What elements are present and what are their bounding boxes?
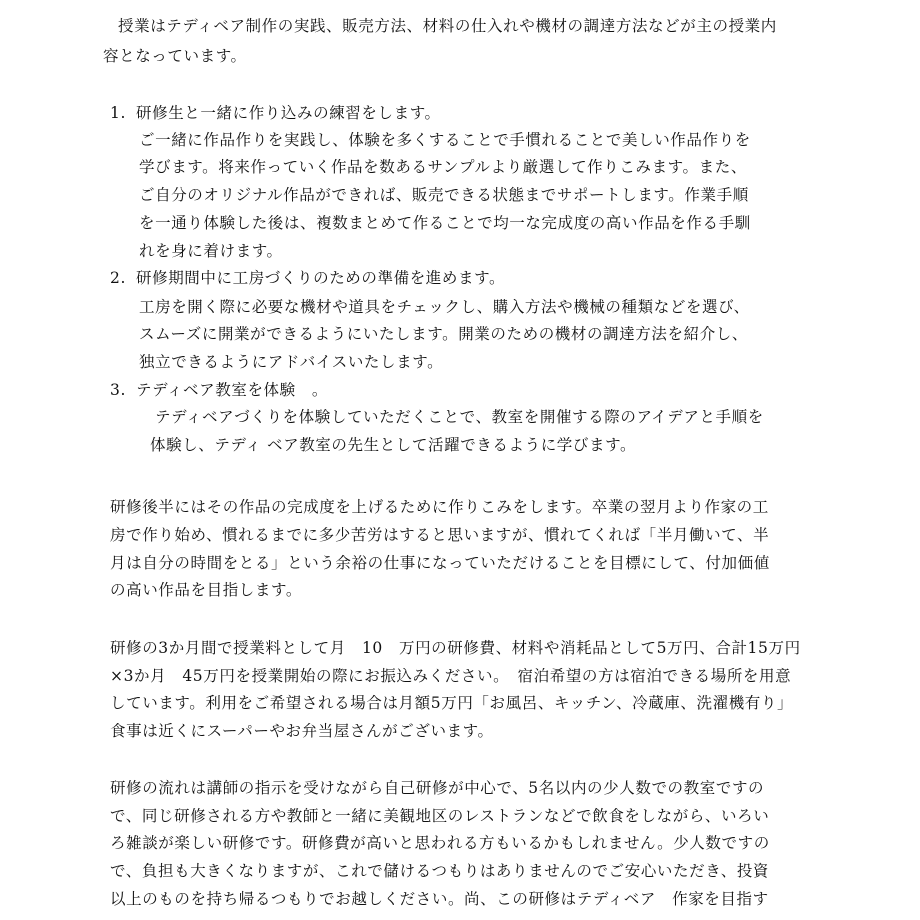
list-item-3-title [110, 380, 328, 400]
paragraph-line: 月は自分の時間をとる」という余裕の仕事になっていただけることを目標にして、付加価値 [110, 554, 770, 572]
list-body-line: テディベアづくりを体験していただくことで、教室を開催する際のアイデアと手順を [155, 408, 764, 426]
paragraph-line: 食事は近くにスーパーやお弁当屋さんがございます。 [110, 722, 494, 740]
intro-line: 授業はテディベア制作の実践、販売方法、材料の仕入れや機材の調達方法などが主の授業内 [118, 17, 777, 35]
list-number: 2. [110, 269, 126, 287]
paragraph-line: しています。利用をご希望される場合は月額5万円「お風呂、キッチン、冷蔵庫、洗濯機有り」 [110, 694, 794, 712]
list-item-1-title [110, 103, 441, 123]
list-body-line: れを身に着けます。 [139, 242, 283, 260]
paragraph-line: で、負担も大きくなりますが、これで儲けるつもりはありませんのでご安心いただき、投資 [110, 862, 770, 880]
paragraph-line: 房で作り始め、慣れるまでに多少苦労はすると思いますが、慣れてくれば「半月働いて、半 [110, 526, 770, 544]
paragraph-line: ×3か月 45万円を授業開始の際にお振込みください。 宿泊希望の方は宿泊できる場所を用意 [110, 667, 792, 685]
list-body-line: 学びます。将来作っていく作品を数あるサンプルより厳選して作りこみます。また、 [139, 158, 747, 176]
list-title: 研修生と一緒に作り込みの練習をします。 [136, 104, 441, 122]
paragraph-line: 研修の流れは講師の指示を受けながら自己研修が中心で、5名以内の少人数での教室ですの [110, 779, 765, 797]
list-body-line: スムーズに開業ができるようにいたします。開業のための機材の調達方法を紹介し、 [139, 325, 749, 343]
list-number: 1. [110, 104, 126, 122]
list-body-line: 工房を開く際に必要な機材や道具をチェックし、購入方法や機械の種類などを選び、 [139, 298, 750, 316]
intro-line: 容となっています。 [103, 47, 247, 65]
list-item-2-title [110, 268, 505, 288]
paragraph-line: ろ雑談が楽しい研修です。研修費が高いと思われる方もいるかもしれません。少人数ですの [110, 834, 770, 852]
list-number: 3. [110, 381, 126, 399]
list-title: 研修期間中に工房づくりのための準備を進めます。 [136, 269, 506, 287]
paragraph-line: で、同じ研修される方や教師と一緒に美観地区のレストランなどで飲食をしながら、いろい [110, 807, 770, 825]
paragraph-line: 研修の3か月間で授業料として月 10 万円の研修費、材料や消耗品として5万円、合計15万円 [110, 639, 801, 657]
list-title: テディベア教室を体験 。 [136, 381, 328, 399]
list-body-line: ご一緒に作品作りを実践し、体験を多くすることで手慣れることで美しい作品作りを [139, 131, 751, 149]
paragraph-line: の高い作品を目指します。 [110, 581, 302, 599]
list-body-line: 独立できるようにアドバイスいたします。 [139, 353, 444, 371]
list-body-line: ご自分のオリジナル作品ができれば、販売できる状態までサポートします。作業手順 [139, 186, 749, 204]
paragraph-line: 以上のものを持ち帰るつもりでお越しください。尚、この研修はテディベア 作家を目指す [110, 890, 769, 908]
paragraph-line: 研修後半にはその作品の完成度を上げるために作りこみをします。卒業の翌月より作家の工 [110, 498, 769, 516]
list-body-line: 体験し、テディ ベア教室の先生として活躍できるように学びます。 [150, 436, 637, 454]
list-body-line: を一通り体験した後は、複数まとめて作ることで均一な完成度の高い作品を作る手馴 [139, 214, 751, 232]
